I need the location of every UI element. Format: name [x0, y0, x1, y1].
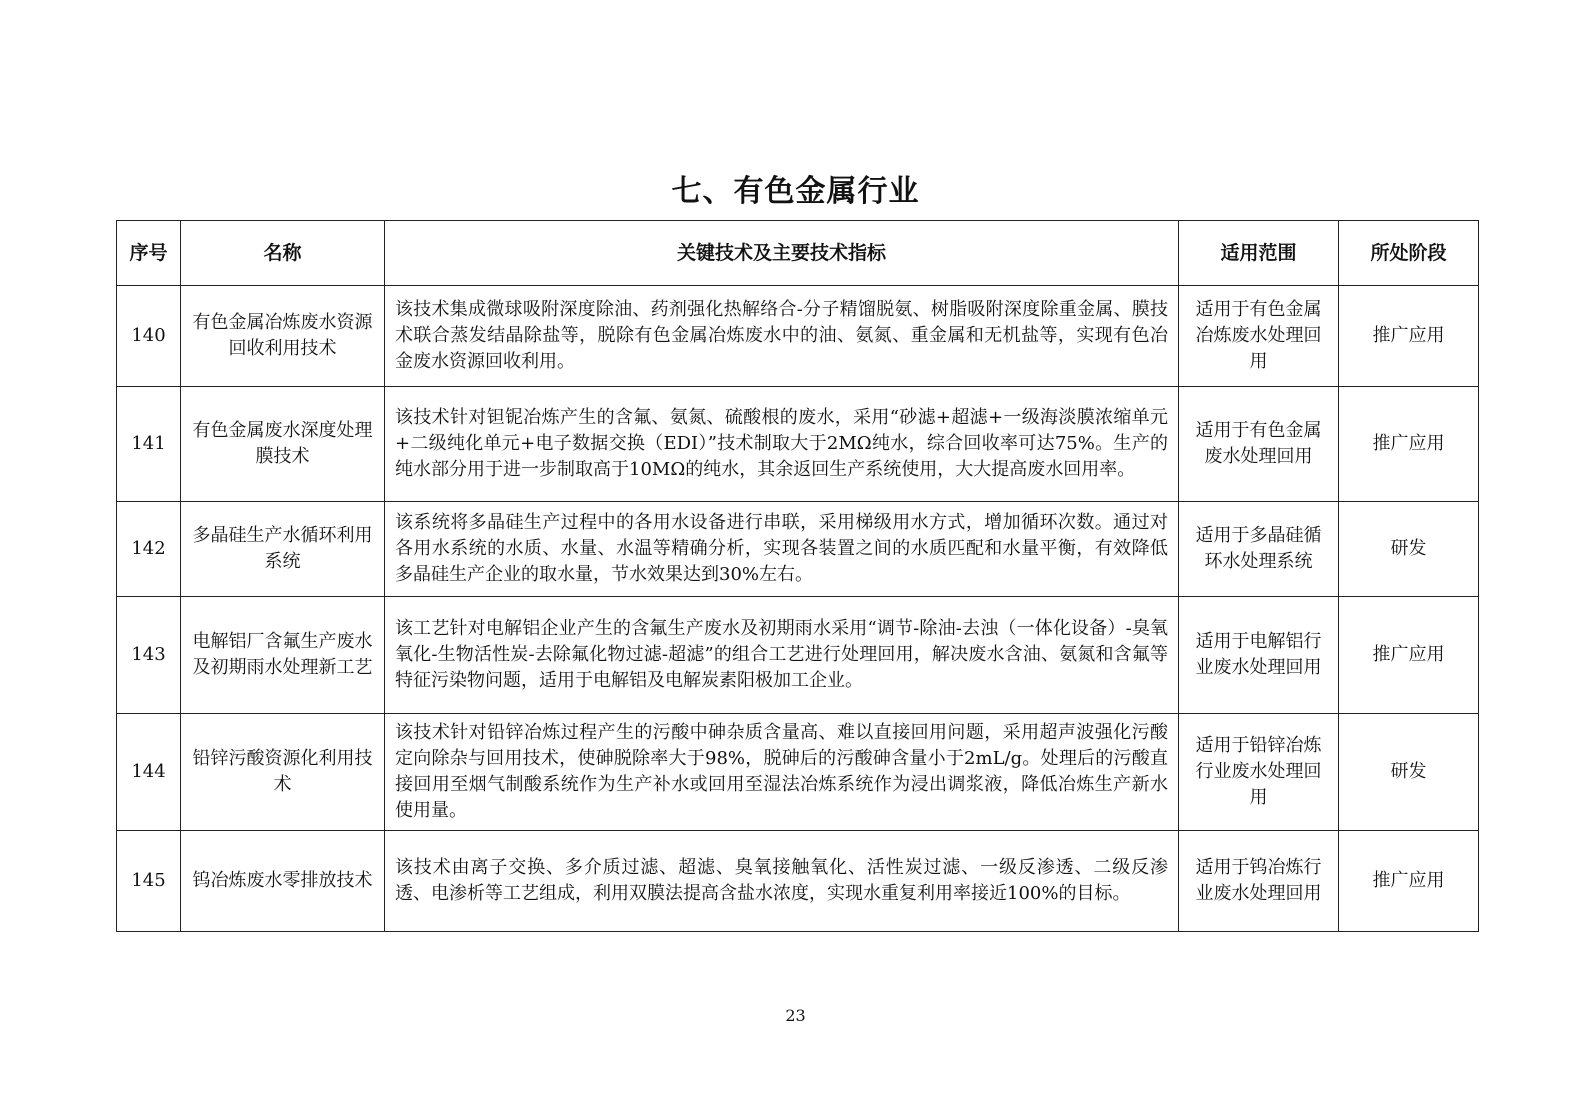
- row-number: 145: [117, 831, 181, 932]
- table-row: [117, 597, 1479, 714]
- row-scope: 适用于多晶硅循环水处理系统: [1179, 502, 1339, 597]
- row-name: 铅锌污酸资源化利用技术: [181, 714, 385, 831]
- row-stage: 研发: [1339, 714, 1479, 831]
- table-row: [117, 286, 1479, 387]
- page-title: 七、有色金属行业: [671, 174, 920, 209]
- row-description: 该技术由离子交换、多介质过滤、超滤、臭氧接触氧化、活性炭过滤、一级反渗透、二级反渗透、电渗析等工艺组成，利用双膜法提高含盐水浓度，实现水重复利用率接近100%的目标。: [385, 831, 1179, 932]
- row-stage: 推广应用: [1339, 831, 1479, 932]
- header-no: 序号: [117, 221, 181, 286]
- row-scope: 适用于钨冶炼行业废水处理回用: [1179, 831, 1339, 932]
- row-scope: 适用于有色金属冶炼废水处理回用: [1179, 286, 1339, 387]
- table-row: [117, 387, 1479, 502]
- row-name: 有色金属废水深度处理膜技术: [181, 387, 385, 502]
- row-description: 该工艺针对电解铝企业产生的含氟生产废水及初期雨水采用“调节-除油-去浊（一体化设备）-臭氧氧化-生物活性炭-去除氟化物过滤-超滤”的组合工艺进行处理回用，解决废水含油、氨氮和含氟等特征污染物问题，适用于电解铝及电解炭素阳极加工企业。: [385, 597, 1179, 714]
- row-name: 有色金属冶炼废水资源回收利用技术: [181, 286, 385, 387]
- row-scope: 适用于铅锌冶炼行业废水处理回用: [1179, 714, 1339, 831]
- page-number: 23: [785, 1006, 806, 1025]
- row-description: 该技术针对铅锌冶炼过程产生的污酸中砷杂质含量高、难以直接回用问题，采用超声波强化污酸定向除杂与回用技术，使砷脱除率大于98%，脱砷后的污酸砷含量小于2mL/g。处理后的污酸直接回用至烟气制酸系统作为生产补水或回用至湿法冶炼系统作为浸出调浆液，降低冶炼生产新水使用量。: [385, 714, 1179, 831]
- row-stage: 推广应用: [1339, 286, 1479, 387]
- table-row: [117, 502, 1479, 597]
- row-number: 144: [117, 714, 181, 831]
- row-description: 该技术集成微球吸附深度除油、药剂强化热解络合-分子精馏脱氨、树脂吸附深度除重金属、膜技术联合蒸发结晶除盐等，脱除有色金属冶炼废水中的油、氨氮、重金属和无机盐等，实现有色冶金废水资源回收利用。: [385, 286, 1179, 387]
- header-tech: 关键技术及主要技术指标: [385, 221, 1179, 286]
- row-number: 142: [117, 502, 181, 597]
- row-name: 钨冶炼废水零排放技术: [181, 831, 385, 932]
- row-scope: 适用于有色金属废水处理回用: [1179, 387, 1339, 502]
- header-name: 名称: [181, 221, 385, 286]
- table-row: [117, 714, 1479, 831]
- row-scope: 适用于电解铝行业废水处理回用: [1179, 597, 1339, 714]
- row-number: 140: [117, 286, 181, 387]
- row-stage: 推广应用: [1339, 387, 1479, 502]
- header-stage: 所处阶段: [1339, 221, 1479, 286]
- row-description: 该系统将多晶硅生产过程中的各用水设备进行串联，采用梯级用水方式，增加循环次数。通过对各用水系统的水质、水量、水温等精确分析，实现各装置之间的水质匹配和水量平衡，有效降低多晶硅生产企业的取水量，节水效果达到30%左右。: [385, 502, 1179, 597]
- row-stage: 推广应用: [1339, 597, 1479, 714]
- row-description: 该技术针对钽铌冶炼产生的含氟、氨氮、硫酸根的废水，采用“砂滤+超滤+一级海淡膜浓缩单元+二级纯化单元+电子数据交换（EDI）”技术制取大于2MΩ纯水，综合回收率可达75%。生产的纯水部分用于进一步制取高于10MΩ的纯水，其余返回生产系统使用，大大提高废水回用率。: [385, 387, 1179, 502]
- row-number: 141: [117, 387, 181, 502]
- technology-table: [116, 220, 1479, 932]
- table-header-row: [117, 221, 1479, 286]
- row-name: 电解铝厂含氟生产废水及初期雨水处理新工艺: [181, 597, 385, 714]
- row-stage: 研发: [1339, 502, 1479, 597]
- row-number: 143: [117, 597, 181, 714]
- table-row: [117, 831, 1479, 932]
- header-scope: 适用范围: [1179, 221, 1339, 286]
- row-name: 多晶硅生产水循环利用系统: [181, 502, 385, 597]
